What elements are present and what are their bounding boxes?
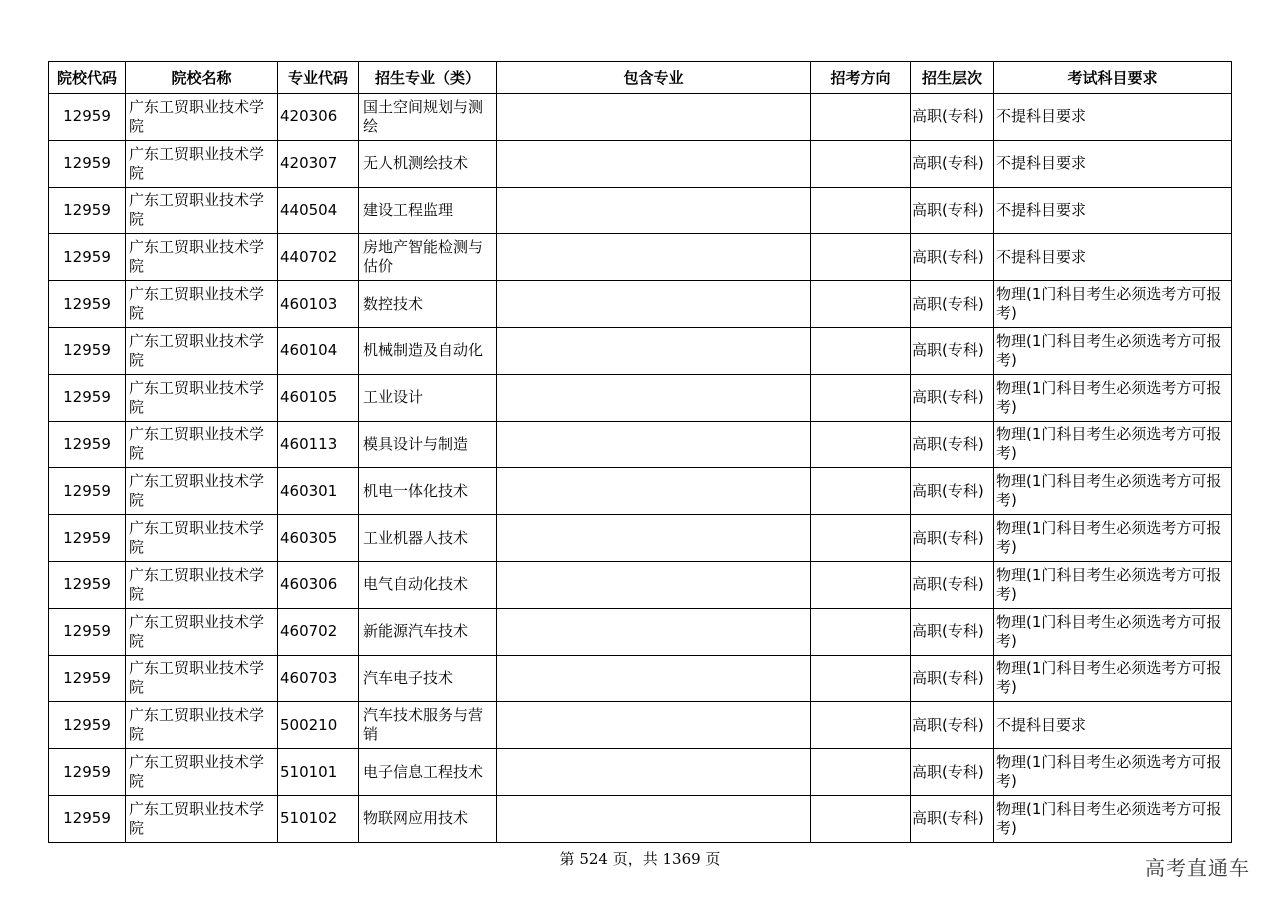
header-level: 招生层次 — [911, 62, 994, 94]
cell-level: 高职(专科) — [911, 327, 994, 374]
cell-direction — [811, 94, 911, 141]
cell-major-code: 460105 — [278, 374, 359, 421]
cell-school-name: 广东工贸职业技术学院 — [126, 749, 278, 796]
cell-major: 建设工程监理 — [359, 187, 497, 234]
table-row — [49, 327, 1232, 374]
cell-requirement: 物理(1门科目考生必须选考方可报考) — [994, 281, 1232, 328]
cell-school-code: 12959 — [49, 702, 126, 749]
cell-major-code: 500210 — [278, 702, 359, 749]
cell-requirement: 物理(1门科目考生必须选考方可报考) — [994, 374, 1232, 421]
cell-school-code: 12959 — [49, 374, 126, 421]
cell-requirement: 物理(1门科目考生必须选考方可报考) — [994, 515, 1232, 562]
cell-level: 高职(专科) — [911, 140, 994, 187]
cell-direction — [811, 374, 911, 421]
cell-school-code: 12959 — [49, 140, 126, 187]
table-row — [49, 795, 1232, 842]
cell-school-code: 12959 — [49, 749, 126, 796]
cell-level: 高职(专科) — [911, 655, 994, 702]
cell-major: 国土空间规划与测绘 — [359, 94, 497, 141]
cell-major: 工业机器人技术 — [359, 515, 497, 562]
cell-requirement: 物理(1门科目考生必须选考方可报考) — [994, 749, 1232, 796]
cell-includes — [497, 234, 811, 281]
cell-school-code: 12959 — [49, 187, 126, 234]
cell-school-name: 广东工贸职业技术学院 — [126, 702, 278, 749]
header-school-name: 院校名称 — [126, 62, 278, 94]
cell-school-name: 广东工贸职业技术学院 — [126, 187, 278, 234]
cell-major-code: 460104 — [278, 327, 359, 374]
table-row — [49, 749, 1232, 796]
cell-school-name: 广东工贸职业技术学院 — [126, 374, 278, 421]
header-direction: 招考方向 — [811, 62, 911, 94]
cell-direction — [811, 234, 911, 281]
cell-school-name: 广东工贸职业技术学院 — [126, 327, 278, 374]
cell-level: 高职(专科) — [911, 515, 994, 562]
cell-requirement: 不提科目要求 — [994, 94, 1232, 141]
cell-major: 数控技术 — [359, 281, 497, 328]
cell-level: 高职(专科) — [911, 608, 994, 655]
table-row — [49, 281, 1232, 328]
cell-direction — [811, 515, 911, 562]
cell-school-name: 广东工贸职业技术学院 — [126, 281, 278, 328]
table-row — [49, 421, 1232, 468]
cell-direction — [811, 795, 911, 842]
cell-major-code: 420306 — [278, 94, 359, 141]
cell-level: 高职(专科) — [911, 702, 994, 749]
cell-major: 机电一体化技术 — [359, 468, 497, 515]
cell-major: 电子信息工程技术 — [359, 749, 497, 796]
cell-includes — [497, 608, 811, 655]
admissions-table — [48, 61, 1232, 843]
cell-school-code: 12959 — [49, 327, 126, 374]
cell-direction — [811, 468, 911, 515]
table-row — [49, 655, 1232, 702]
table-row — [49, 187, 1232, 234]
cell-major: 机械制造及自动化 — [359, 327, 497, 374]
cell-direction — [811, 421, 911, 468]
cell-major-code: 440504 — [278, 187, 359, 234]
cell-school-name: 广东工贸职业技术学院 — [126, 608, 278, 655]
cell-school-name: 广东工贸职业技术学院 — [126, 515, 278, 562]
cell-direction — [811, 561, 911, 608]
cell-school-code: 12959 — [49, 281, 126, 328]
cell-major: 新能源汽车技术 — [359, 608, 497, 655]
cell-school-name: 广东工贸职业技术学院 — [126, 94, 278, 141]
cell-major-code: 440702 — [278, 234, 359, 281]
table-row — [49, 702, 1232, 749]
cell-requirement: 物理(1门科目考生必须选考方可报考) — [994, 655, 1232, 702]
cell-includes — [497, 374, 811, 421]
cell-level: 高职(专科) — [911, 281, 994, 328]
cell-major-code: 460703 — [278, 655, 359, 702]
cell-level: 高职(专科) — [911, 234, 994, 281]
cell-level: 高职(专科) — [911, 795, 994, 842]
table-row — [49, 608, 1232, 655]
cell-requirement: 物理(1门科目考生必须选考方可报考) — [994, 608, 1232, 655]
cell-includes — [497, 281, 811, 328]
cell-includes — [497, 795, 811, 842]
cell-school-name: 广东工贸职业技术学院 — [126, 561, 278, 608]
cell-major: 房地产智能检测与估价 — [359, 234, 497, 281]
header-requirement: 考试科目要求 — [994, 62, 1232, 94]
cell-major: 工业设计 — [359, 374, 497, 421]
cell-school-name: 广东工贸职业技术学院 — [126, 468, 278, 515]
table-row — [49, 515, 1232, 562]
cell-requirement: 物理(1门科目考生必须选考方可报考) — [994, 561, 1232, 608]
table-body — [49, 94, 1232, 843]
cell-direction — [811, 608, 911, 655]
cell-includes — [497, 561, 811, 608]
cell-school-name: 广东工贸职业技术学院 — [126, 421, 278, 468]
cell-level: 高职(专科) — [911, 421, 994, 468]
cell-major-code: 460113 — [278, 421, 359, 468]
cell-school-code: 12959 — [49, 795, 126, 842]
cell-school-code: 12959 — [49, 94, 126, 141]
cell-major: 汽车电子技术 — [359, 655, 497, 702]
cell-includes — [497, 187, 811, 234]
cell-level: 高职(专科) — [911, 374, 994, 421]
cell-major: 物联网应用技术 — [359, 795, 497, 842]
cell-includes — [497, 655, 811, 702]
cell-includes — [497, 702, 811, 749]
cell-direction — [811, 702, 911, 749]
table-row — [49, 94, 1232, 141]
cell-major: 汽车技术服务与营销 — [359, 702, 497, 749]
cell-direction — [811, 655, 911, 702]
cell-school-name: 广东工贸职业技术学院 — [126, 795, 278, 842]
cell-includes — [497, 749, 811, 796]
cell-includes — [497, 421, 811, 468]
cell-level: 高职(专科) — [911, 94, 994, 141]
page-number: 第 524 页，共 1369 页 — [559, 850, 721, 868]
cell-major-code: 460103 — [278, 281, 359, 328]
cell-major-code: 460702 — [278, 608, 359, 655]
cell-level: 高职(专科) — [911, 561, 994, 608]
cell-school-code: 12959 — [49, 655, 126, 702]
cell-includes — [497, 327, 811, 374]
cell-major-code: 460305 — [278, 515, 359, 562]
table-row — [49, 561, 1232, 608]
cell-includes — [497, 515, 811, 562]
header-major: 招生专业（类） — [359, 62, 497, 94]
cell-school-code: 12959 — [49, 468, 126, 515]
cell-major-code: 460306 — [278, 561, 359, 608]
cell-school-code: 12959 — [49, 234, 126, 281]
cell-requirement: 不提科目要求 — [994, 140, 1232, 187]
cell-includes — [497, 94, 811, 141]
cell-direction — [811, 327, 911, 374]
cell-major-code: 510102 — [278, 795, 359, 842]
cell-school-code: 12959 — [49, 421, 126, 468]
cell-major: 无人机测绘技术 — [359, 140, 497, 187]
table-row — [49, 468, 1232, 515]
cell-requirement: 不提科目要求 — [994, 187, 1232, 234]
cell-includes — [497, 140, 811, 187]
table-row — [49, 234, 1232, 281]
cell-school-name: 广东工贸职业技术学院 — [126, 234, 278, 281]
cell-requirement: 物理(1门科目考生必须选考方可报考) — [994, 795, 1232, 842]
header-includes: 包含专业 — [497, 62, 811, 94]
cell-requirement: 物理(1门科目考生必须选考方可报考) — [994, 421, 1232, 468]
cell-major: 电气自动化技术 — [359, 561, 497, 608]
cell-school-code: 12959 — [49, 561, 126, 608]
cell-requirement: 不提科目要求 — [994, 702, 1232, 749]
table-row — [49, 374, 1232, 421]
cell-level: 高职(专科) — [911, 749, 994, 796]
header-school-code: 院校代码 — [49, 62, 126, 94]
cell-direction — [811, 749, 911, 796]
table-row — [49, 140, 1232, 187]
cell-level: 高职(专科) — [911, 187, 994, 234]
cell-requirement: 物理(1门科目考生必须选考方可报考) — [994, 468, 1232, 515]
cell-requirement: 不提科目要求 — [994, 234, 1232, 281]
cell-major-code: 420307 — [278, 140, 359, 187]
cell-major: 模具设计与制造 — [359, 421, 497, 468]
cell-major-code: 510101 — [278, 749, 359, 796]
cell-school-code: 12959 — [49, 515, 126, 562]
cell-school-code: 12959 — [49, 608, 126, 655]
table-header-row — [49, 62, 1232, 94]
cell-direction — [811, 187, 911, 234]
header-major-code: 专业代码 — [278, 62, 359, 94]
cell-direction — [811, 140, 911, 187]
cell-level: 高职(专科) — [911, 468, 994, 515]
cell-includes — [497, 468, 811, 515]
cell-school-name: 广东工贸职业技术学院 — [126, 655, 278, 702]
cell-direction — [811, 281, 911, 328]
cell-school-name: 广东工贸职业技术学院 — [126, 140, 278, 187]
cell-major-code: 460301 — [278, 468, 359, 515]
cell-requirement: 物理(1门科目考生必须选考方可报考) — [994, 327, 1232, 374]
watermark: 高考直通车 — [1145, 856, 1250, 880]
